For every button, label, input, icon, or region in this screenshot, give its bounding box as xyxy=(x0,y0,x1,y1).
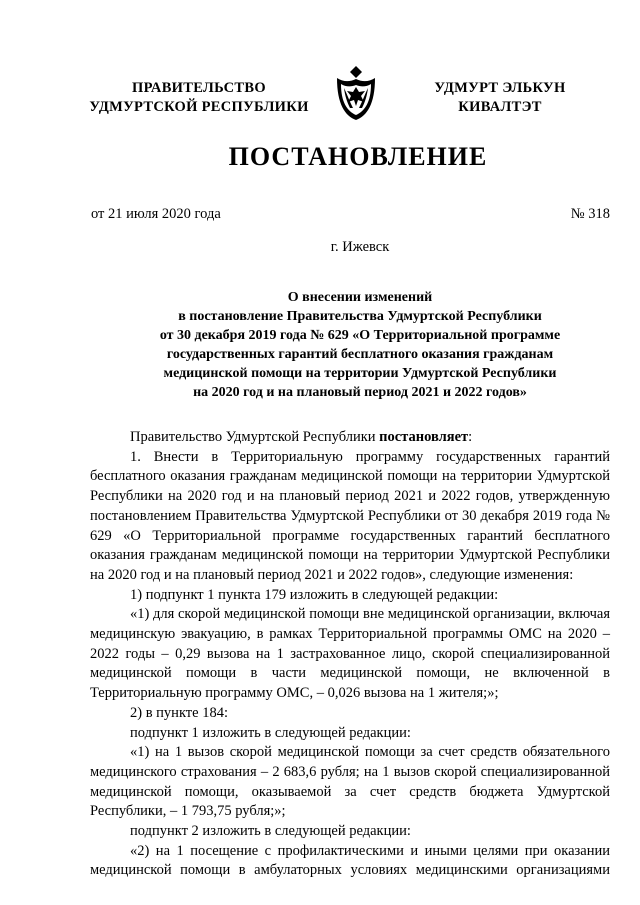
header-right xyxy=(420,79,580,117)
body-paragraph: 1) подпункт 1 пункта 179 изложить в следующей редакции: xyxy=(130,586,499,603)
body-paragraph: подпункт 2 изложить в следующей редакции: xyxy=(130,823,411,840)
title-line: медицинской помощи на территории Удмуртской Республики xyxy=(163,366,557,381)
body-paragraph: 2) в пункте 184: xyxy=(130,704,228,721)
intro-colon: : xyxy=(468,429,473,445)
document-body xyxy=(90,428,610,881)
header-left xyxy=(84,79,314,117)
intro-bold: постановляет xyxy=(379,429,469,445)
body-paragraph: 1. Внести в Территориальную программу государственных гарантий бесплатного оказания гражданам медицинской помощи на территории Удмуртской Республики на 2020 год и на плановый период 2021 и 2022 годов, утвержденную постановлением Правительства Удмуртской Республики от 30 декабря 2019 года № 629 «О Территориальной программе государственных гарантий бесплатного оказания гражданам медицинской помощи на территории Удмуртской Республики на 2020 год и на плановый период 2021 и 2022 годов», следующие изменения: xyxy=(90,448,610,583)
header-left-line1: ПРАВИТЕЛЬСТВО xyxy=(132,80,266,96)
document-city: г. Ижевск xyxy=(330,239,390,255)
document-number: № 318 xyxy=(570,206,610,222)
title-line: на 2020 год и на плановый период 2021 и 2022 годов» xyxy=(193,385,527,400)
intro-text: Правительство Удмуртской Республики xyxy=(130,429,380,445)
document-title xyxy=(90,288,630,402)
emblem-icon xyxy=(331,64,381,122)
body-paragraph: «1) для скорой медицинской помощи вне медицинской организации, включая медицинскую эвакуацию, в рамках Территориальной программы ОМС на 2020 – 2022 годы – 0,29 вызова на 1 застрахованное лицо, скорой специализированной медицинской помощи в части медицинской помощи, не включенной в Территориальную программу ОМС, – 0,026 вызова на 1 жителя;»; xyxy=(90,606,610,702)
header-right-line1: УДМУРТ ЭЛЬКУН xyxy=(434,80,566,96)
body-paragraph: «2) на 1 посещение с профилактическими и иными целями при оказании медицинской помощи в амбулаторных условиях медицинскими организациями xyxy=(90,842,610,879)
header-left-line2: УДМУРТСКОЙ РЕСПУБЛИКИ xyxy=(89,99,309,115)
body-paragraph: подпункт 1 изложить в следующей редакции: xyxy=(130,724,411,741)
title-line: в постановление Правительства Удмуртской Республики xyxy=(178,309,542,324)
title-line: государственных гарантий бесплатного оказания гражданам xyxy=(166,347,554,362)
title-line: от 30 декабря 2019 года № 629 «О Территориальной программе xyxy=(159,328,561,343)
body-paragraph-intro xyxy=(90,428,610,448)
document-type: ПОСТАНОВЛЕНИЕ xyxy=(228,142,488,171)
header-right-line2: КИВАЛТЭТ xyxy=(458,99,542,115)
document-date: от 21 июля 2020 года xyxy=(91,206,221,222)
title-line: О внесении изменений xyxy=(287,290,433,305)
body-paragraph: «1) на 1 вызов скорой медицинской помощи за счет средств обязательного медицинского страхования – 2 683,6 рубля; на 1 вызов скорой специализированной медицинской помощи, оказываемой за счет средств бюджета Удмуртской Республики, – 1 793,75 рубля;»; xyxy=(90,744,610,820)
